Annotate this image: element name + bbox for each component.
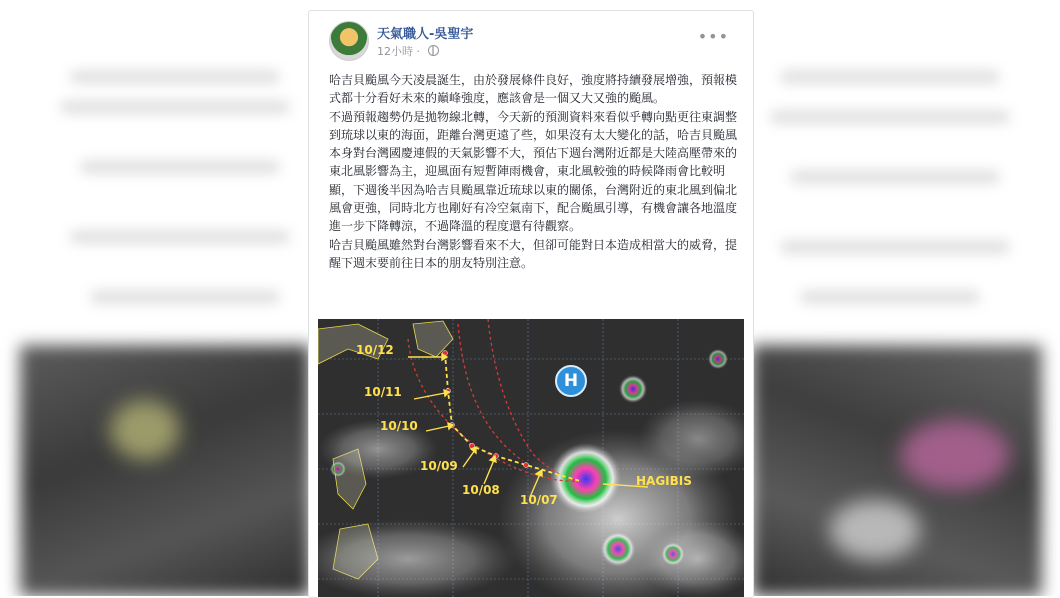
post-paragraph-2: 不過預報趨勢仍是拋物線北轉，今天新的預測資料來看似乎轉向點更往東調整到琉球以東的海面，距離台灣更遠了些，如果沒有太大變化的話，哈吉貝颱風本身對台灣國慶連假的天氣影響不大，預估下週台灣附近都是大陸高壓帶來的東北風影響為主，迎風面有短暫陣雨機會，東北風較強的時候降雨會比較明顯，下週後半因為哈吉貝颱風靠近琉球以東的關係，台灣附近的東北風到偏北風會更強，同時北方也剛好有冷空氣南下，配合颱風引導，有機會讓各地溫度進一步下降轉涼，不過降溫的程度還有待觀察。: [329, 109, 738, 234]
storm-name-label: HAGIBIS: [636, 474, 692, 488]
facebook-post-card: [308, 10, 754, 598]
track-date-label: 10/08: [462, 483, 500, 497]
more-options-icon[interactable]: •••: [697, 27, 729, 46]
track-date-label: 10/11: [364, 385, 402, 399]
track-date-label: 10/12: [356, 343, 394, 357]
track-date-label: 10/07: [520, 493, 558, 507]
author-name[interactable]: 天氣職人-吳聖宇: [377, 27, 474, 42]
satellite-map: [318, 319, 744, 597]
high-pressure-marker: H: [555, 365, 587, 397]
post-header: [329, 21, 729, 65]
post-time[interactable]: 12小時: [377, 45, 413, 58]
satellite-image[interactable]: [318, 319, 744, 597]
post-paragraph-3: 哈吉貝颱風雖然對台灣影響看來不大，但卻可能對日本造成相當大的威脅，提醒下週末要前往日本的朋友特別注意。: [329, 237, 738, 270]
globe-icon: [428, 45, 439, 56]
post-text: [329, 71, 737, 272]
track-date-label: 10/09: [420, 459, 458, 473]
track-date-label: 10/10: [380, 419, 418, 433]
avatar[interactable]: [329, 21, 369, 61]
post-meta: 12小時 ·: [377, 43, 439, 59]
post-paragraph-1: 哈吉貝颱風今天凌晨誕生，由於發展條件良好，強度將持續發展增強，預報模式都十分看好未來的巔峰強度，應該會是一個又大又強的颱風。: [329, 73, 738, 106]
